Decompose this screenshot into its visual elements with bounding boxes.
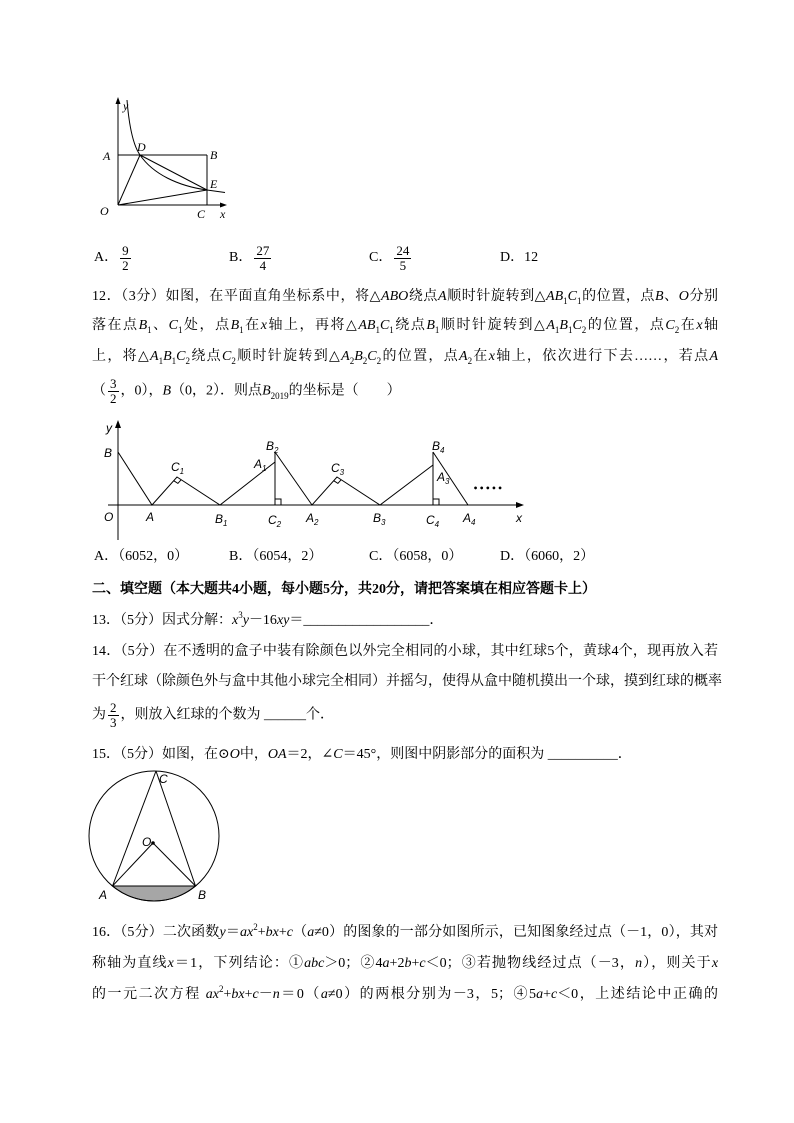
segment-ca	[113, 771, 157, 886]
q14-line-3	[92, 701, 334, 730]
label-b: B	[210, 148, 218, 162]
shaded-segment	[113, 886, 196, 901]
math-variable: xy	[276, 613, 290, 628]
text-run: ，0），	[120, 383, 163, 399]
text-run: ＞0；②4	[324, 956, 383, 971]
q12-option-b: B．（6054，2）	[229, 549, 323, 564]
right-angle-mark-c4	[433, 499, 439, 505]
math-variable: B	[655, 289, 664, 304]
math-variable: b	[404, 956, 412, 971]
text-run: 顺时针旋转到△	[235, 349, 342, 364]
label-c2-sub: 2	[276, 520, 282, 529]
label-c3-main: C	[331, 461, 340, 475]
math-variable: A	[546, 318, 555, 333]
q12-option-a: A．（6052，0）	[94, 549, 189, 564]
subscript: 2	[674, 325, 680, 335]
text-run: 在	[679, 318, 697, 333]
text-run: ＝	[225, 925, 240, 940]
fraction-numerator: 9	[122, 242, 129, 258]
text-run: 12．（3分）如图，在平面直角坐标系中，将△	[92, 289, 382, 304]
text-run: （	[92, 383, 106, 399]
text-run: ≠0）的两根分别为－3，5；④5	[327, 987, 537, 1002]
fraction-denominator: 5	[399, 257, 407, 273]
label-x: x	[516, 511, 522, 525]
text-run: 称轴为直线	[92, 956, 168, 971]
label-a3	[436, 470, 450, 486]
label-b3	[373, 511, 386, 527]
math-variable: ax	[239, 925, 254, 940]
label-b1	[215, 512, 227, 528]
text-run: ＝__________________．	[289, 613, 444, 628]
math-variable: a	[307, 925, 315, 940]
label-b3-sub: 3	[381, 518, 386, 527]
math-variable: A	[341, 349, 350, 364]
label-b2-sub: 2	[274, 446, 279, 455]
subscript: 1	[375, 325, 380, 335]
math-variable: bx	[265, 925, 279, 940]
fraction-numerator: 27	[256, 242, 270, 258]
subscript: 1	[239, 325, 244, 335]
triangle-chain-2	[275, 452, 433, 505]
text-run: 顺时针旋转到△	[446, 289, 547, 304]
q11-figure	[80, 92, 235, 227]
math-variable: OA	[267, 747, 287, 762]
label-y: y	[106, 421, 112, 435]
math-variable: C	[176, 349, 186, 364]
segment-oe	[118, 190, 207, 205]
label-a4-sub: 4	[471, 518, 476, 527]
center-point-o	[151, 841, 155, 845]
label-a1	[253, 457, 266, 473]
text-run: 的位置，点	[586, 318, 666, 333]
text-run: 的位置，点	[581, 289, 655, 304]
text-run: 轴上，依次进行下去……，若点	[494, 349, 710, 364]
math-variable: n	[635, 956, 643, 971]
math-variable: x	[232, 613, 239, 628]
text-run: 绕点	[393, 318, 427, 333]
text-run: 的位置，点	[381, 349, 460, 364]
math-variable: x	[711, 956, 719, 971]
superscript: 2	[253, 922, 258, 932]
label-a: A	[99, 888, 108, 902]
text-run: ≠0）的图象的一部分如图所示，已知图象经过点（－1，0），其对	[314, 925, 719, 940]
fraction-denominator: 4	[259, 257, 267, 273]
text-run: ＝0（	[279, 987, 321, 1002]
label-b: B	[198, 888, 207, 902]
math-variable: a	[320, 987, 328, 1002]
text-run: 轴	[702, 318, 719, 333]
math-variable: B	[426, 318, 435, 333]
text-run: B．	[229, 250, 253, 265]
math-variable: C	[168, 318, 179, 333]
text-run: 13．（5分）因式分解：	[92, 613, 232, 628]
right-angle-mark-c1	[174, 480, 182, 484]
math-variable: abc	[304, 956, 325, 971]
math-variable: ax	[205, 987, 220, 1002]
q14-line-2	[92, 672, 722, 692]
label-c1-sub: 1	[179, 467, 185, 476]
label-a2-main: A	[306, 511, 315, 525]
math-variable: B	[230, 318, 240, 333]
math-variable: ABO	[381, 289, 409, 304]
segment-de	[140, 155, 207, 190]
math-variable: c	[252, 987, 259, 1002]
label-a3-main: A	[437, 470, 446, 484]
q12-option-c: C．（6058，0）	[369, 549, 463, 564]
label-b3-main: B	[373, 511, 382, 525]
label-c2	[268, 513, 282, 529]
label-a2	[305, 511, 319, 527]
text-run: 15．（5分）如图，在⊙	[92, 747, 230, 762]
q12-line-4	[92, 377, 401, 406]
math-variable: n	[272, 987, 280, 1002]
fraction-numerator: 2	[110, 700, 117, 715]
segment-ob	[153, 843, 196, 886]
text-run: 分别	[688, 289, 719, 304]
q11-option-a	[94, 243, 133, 273]
label-a1-main: A	[254, 457, 263, 471]
text-run: D．12	[500, 250, 539, 265]
q12-line-3	[92, 347, 718, 367]
math-variable: B	[138, 318, 148, 333]
fraction	[120, 244, 131, 273]
q11-option-d	[500, 243, 538, 273]
label-a3-sub: 3	[445, 477, 450, 486]
text-run: 绕点	[190, 349, 222, 364]
label-b1-main: B	[215, 512, 224, 526]
fraction-denominator: 2	[122, 257, 129, 273]
label-c1-main: C	[171, 460, 180, 474]
text-run: ＜0，上述结论中正确的	[557, 987, 719, 1002]
label-c3-sub: 3	[339, 468, 345, 477]
label-b2-main: B	[266, 439, 275, 453]
triangle-chain-1	[118, 452, 275, 505]
text-run: 14．（5分）在不透明的盒子中装有除颜色以外完全相同的小球，其中红球5个，黄球4个，现再放入若	[92, 644, 718, 659]
segment-od	[118, 155, 140, 205]
x-axis-arrow	[516, 502, 524, 508]
math-variable: O	[678, 289, 689, 304]
text-run: 顺时针旋转到△	[439, 318, 547, 333]
label-a1-sub: 1	[262, 464, 267, 473]
math-variable: x	[488, 349, 495, 364]
text-run: 在	[243, 318, 261, 333]
circle-o	[89, 771, 219, 901]
math-variable: x	[167, 956, 174, 971]
fraction	[108, 377, 119, 406]
text-run: ＜0；③若抛物线经过点（－3，	[425, 956, 636, 971]
label-a: A	[103, 149, 111, 163]
subscript: 1	[389, 325, 394, 335]
label-a4-main: A	[463, 511, 472, 525]
text-run: 在	[472, 349, 489, 364]
math-variable: AB	[546, 289, 564, 304]
y-axis-arrow	[115, 420, 121, 428]
label-c3	[331, 461, 345, 477]
text-run: 、	[663, 289, 679, 304]
q16-line-1	[92, 923, 718, 943]
label-c: C	[197, 207, 206, 221]
label-a2-sub: 2	[314, 518, 319, 527]
text-run: （	[292, 925, 308, 940]
subscript: 1	[158, 356, 164, 366]
subscript: 1	[434, 325, 440, 335]
math-variable: B	[162, 383, 172, 399]
right-angle-mark-c2	[275, 499, 281, 505]
subscript: 2	[581, 325, 587, 335]
text-run: +	[223, 987, 232, 1002]
q13-line-1	[92, 611, 443, 631]
math-variable: bx	[231, 987, 245, 1002]
math-variable: C	[367, 349, 377, 364]
math-variable: A	[709, 349, 719, 364]
math-variable: A	[438, 289, 447, 304]
text-run: ＝2，∠	[286, 747, 334, 762]
text-run: 落在点	[92, 318, 139, 333]
math-variable: a	[536, 987, 544, 1002]
q12-figure	[95, 415, 530, 545]
segment-oa	[113, 843, 154, 886]
text-run: A．	[94, 250, 119, 265]
text-run: ＝45°，则图中阴影部分的面积为 __________．	[342, 747, 632, 762]
q11-option-c	[369, 243, 413, 273]
fraction	[108, 701, 119, 730]
text-run: 上，将△	[92, 349, 151, 364]
math-variable: C	[572, 318, 582, 333]
math-variable: B	[559, 318, 568, 333]
label-c4-main: C	[426, 513, 435, 527]
label-a4	[462, 511, 476, 527]
math-variable: C	[379, 318, 390, 333]
text-run: +2	[389, 956, 405, 971]
q15-line-1	[92, 745, 632, 765]
text-run: +	[543, 987, 551, 1002]
fraction-numerator: 3	[110, 376, 117, 391]
label-c2-main: C	[268, 513, 277, 527]
text-run: +	[411, 956, 420, 971]
label-o: O	[142, 835, 152, 849]
text-run: 的一元二次方程	[92, 987, 206, 1002]
text-run: ），则关于	[642, 956, 712, 971]
label-c: C	[159, 772, 168, 786]
label-c4	[426, 513, 440, 529]
subscript: 2	[376, 356, 382, 366]
q12-line-2	[92, 316, 718, 336]
text-run: C．	[369, 250, 393, 265]
text-run: －16	[248, 613, 277, 628]
subscript: 1	[147, 325, 152, 335]
text-run: 16．（5分）二次函数	[92, 925, 220, 940]
label-a: A	[146, 510, 155, 524]
label-b1-sub: 1	[223, 519, 228, 528]
subscript: 1	[171, 356, 177, 366]
q16-line-2	[92, 954, 718, 974]
text-run: ＝1，下列结论：①	[173, 956, 305, 971]
label-b2	[266, 439, 279, 455]
label-b4-main: B	[432, 439, 441, 453]
superscript: 2	[219, 984, 224, 994]
q15-figure	[85, 765, 225, 905]
label-b4-sub: 4	[440, 446, 445, 455]
subscript: 2	[362, 356, 368, 366]
subscript: 1	[554, 325, 560, 335]
fraction-denominator: 2	[110, 391, 117, 406]
math-variable: c	[550, 987, 558, 1002]
fraction	[394, 244, 411, 273]
text-run: 干个红球（除颜色外与盒中其他小球完全相同）并摇匀，使得从盒中随机摸出一个球，摸到红球的概率	[92, 674, 722, 689]
section-2-title: 二、填空题（本大题共4小题，每小题5分，共20分，请把答案填在相应答题卡上）	[92, 582, 596, 597]
text-run: 的坐标是（ ）	[288, 383, 401, 399]
q11-option-b	[229, 243, 273, 273]
math-variable: O	[229, 747, 240, 762]
q14-line-1	[92, 642, 718, 662]
math-variable: AB	[358, 318, 376, 333]
superscript: 3	[238, 610, 243, 620]
label-o: O	[104, 510, 114, 524]
text-run: 绕点	[408, 289, 439, 304]
subscript: 2	[349, 356, 355, 366]
text-run: 为	[92, 707, 106, 723]
subscript: 1	[567, 325, 573, 335]
subscript: 1	[576, 296, 582, 306]
label-b: B	[104, 446, 113, 460]
label-x: x	[220, 207, 226, 221]
text-run: 中，	[239, 747, 268, 762]
subscript: 2	[467, 356, 473, 366]
y-axis-arrow	[116, 97, 121, 104]
text-run: +	[257, 925, 266, 940]
label-b4	[432, 439, 445, 455]
math-variable: C	[567, 289, 577, 304]
math-variable: c	[419, 956, 426, 971]
label-d: D	[137, 140, 146, 154]
math-variable: C	[333, 747, 343, 762]
label-e: E	[210, 177, 218, 191]
math-variable: C	[665, 318, 675, 333]
fraction-denominator: 3	[110, 715, 117, 730]
text-run: +	[278, 925, 287, 940]
subscript: 2019	[270, 390, 289, 401]
subscript: 2	[185, 356, 191, 366]
text-run: 处，点	[182, 318, 231, 333]
continuation-dots: •••••	[473, 484, 504, 493]
text-run: ，则放入红球的个数为 ______个．	[120, 707, 334, 723]
math-variable: x	[260, 318, 267, 333]
math-variable: A	[150, 349, 159, 364]
right-angle-mark-c3	[334, 480, 342, 484]
q16-line-3	[92, 985, 718, 1005]
label-c1	[171, 460, 184, 476]
subscript: 1	[178, 325, 183, 335]
text-run: （0，2）．则点	[171, 383, 263, 399]
label-c4-sub: 4	[434, 520, 440, 529]
math-variable: y	[219, 925, 226, 940]
segment-cb	[156, 771, 196, 886]
math-variable: B	[354, 349, 363, 364]
fraction-numerator: 24	[396, 242, 410, 258]
math-variable: c	[286, 925, 293, 940]
math-variable: B	[262, 383, 271, 399]
math-variable: A	[459, 349, 468, 364]
math-variable: a	[382, 956, 390, 971]
text-run: －	[258, 987, 273, 1002]
math-variable: y	[242, 613, 249, 628]
math-variable: B	[163, 349, 172, 364]
q12-option-d: D．（6060，2）	[500, 549, 595, 564]
subscript: 1	[563, 296, 568, 306]
text-run: 轴上，再将△	[266, 318, 359, 333]
label-o: O	[100, 204, 109, 218]
q12-line-1	[92, 287, 718, 307]
math-variable: x	[696, 318, 703, 333]
fraction	[254, 244, 271, 273]
label-y: y	[123, 99, 129, 113]
text-run: 、	[151, 318, 169, 333]
subscript: 2	[231, 356, 236, 366]
text-run: +	[244, 987, 253, 1002]
math-variable: C	[221, 349, 232, 364]
